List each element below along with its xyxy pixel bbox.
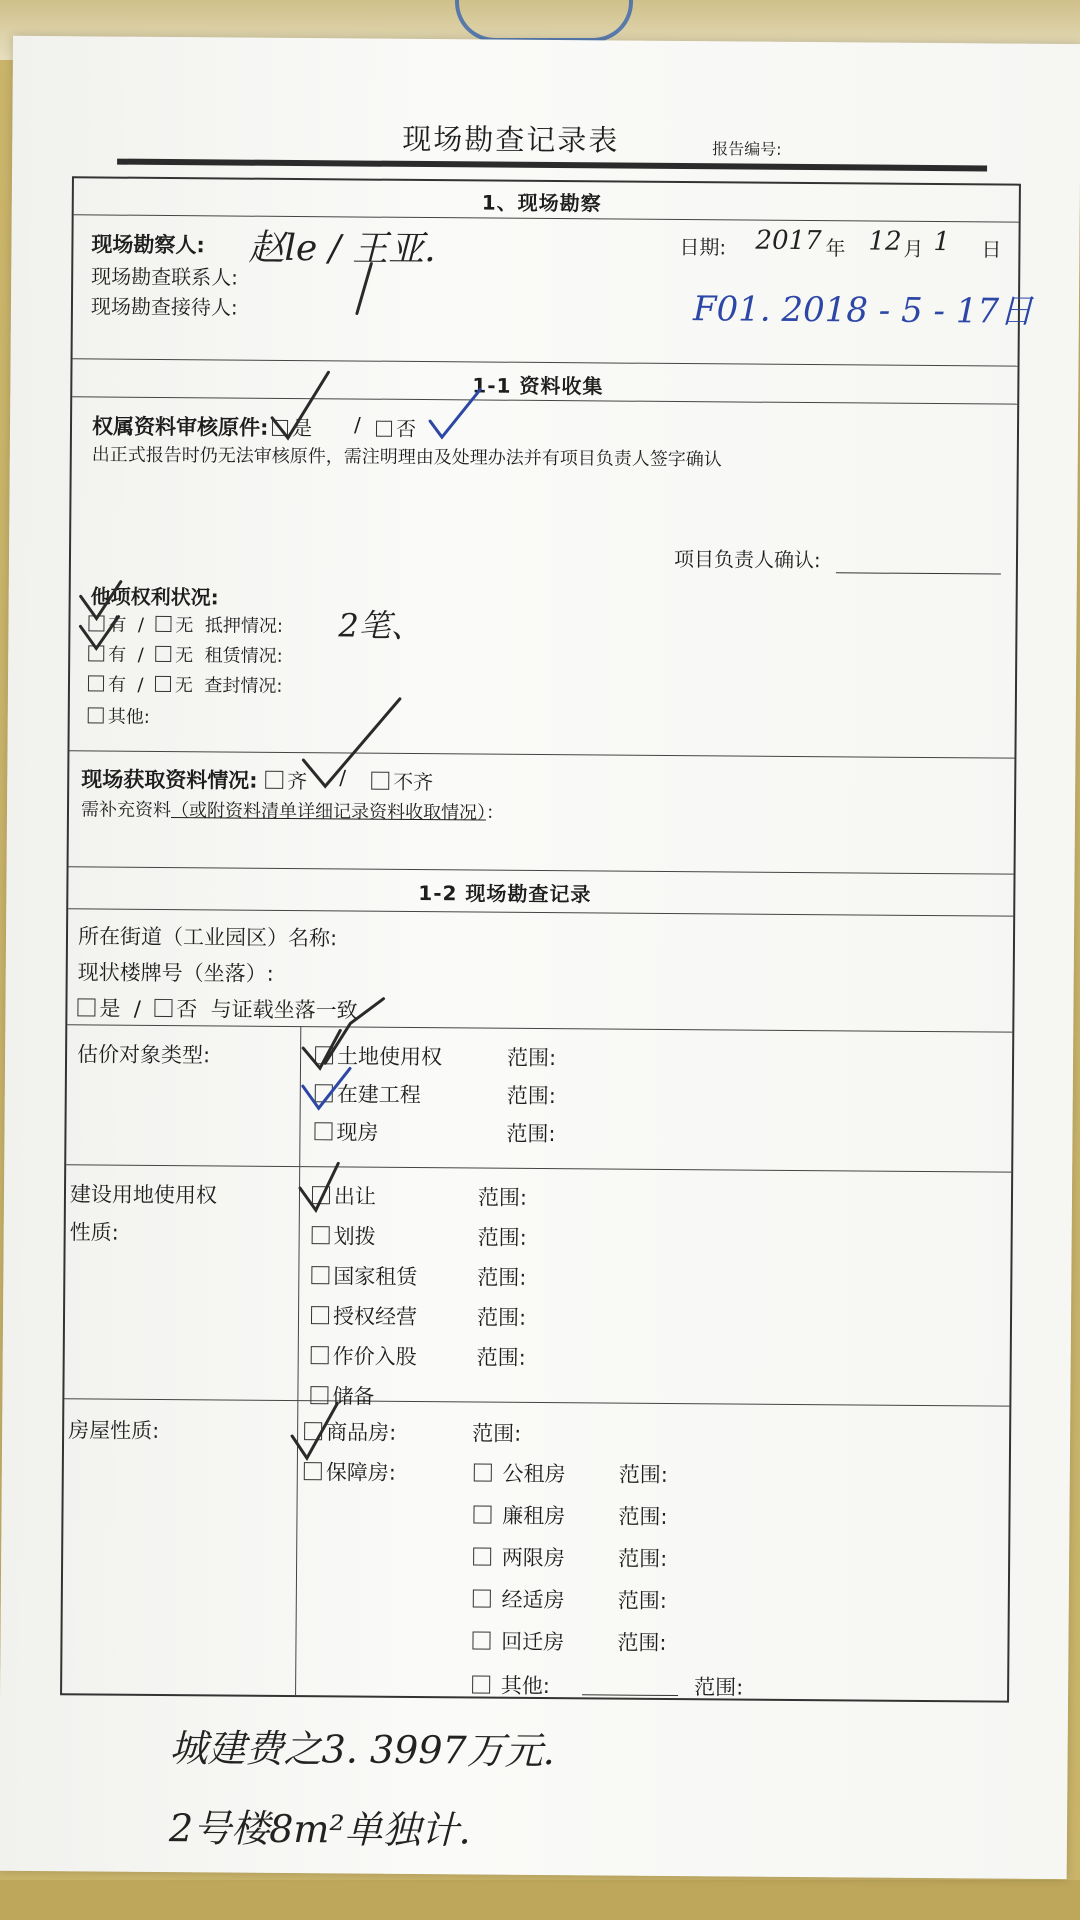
plate-label: 现状楼牌号（坐落）: [77, 960, 274, 986]
complete-option: 齐 [265, 765, 307, 794]
checkbox-none[interactable] [155, 616, 171, 632]
onsite-materials-label: 现场获取资料情况: [81, 767, 258, 793]
other-rights-label: 他项权利状况: [90, 584, 219, 610]
checkbox-consistent-yes[interactable] [77, 998, 95, 1016]
checkbox-has[interactable] [88, 675, 104, 691]
checkbox-resettlement[interactable] [472, 1631, 490, 1649]
checkbox-equity[interactable] [311, 1346, 329, 1364]
object-type-land: 土地使用权 [315, 1040, 442, 1071]
header-rule [117, 159, 987, 172]
checkbox-land[interactable] [315, 1046, 333, 1064]
checkbox-dual-limit[interactable] [473, 1547, 491, 1565]
rule [73, 358, 1018, 366]
section-1-1-heading: 1-1 资料收集 [472, 373, 604, 399]
scope-label: 范围: [617, 1588, 667, 1613]
mortgage-handwriting: 2笔、 [338, 606, 423, 646]
checkbox-other[interactable] [88, 707, 104, 723]
other-house-blank[interactable] [582, 1694, 678, 1696]
receiver-label: 现场勘查接待人: [90, 294, 238, 320]
scope-label: 范围: [506, 1121, 556, 1147]
house-nature-label: 房屋性质: [68, 1418, 160, 1443]
checkbox-no[interactable] [376, 421, 392, 437]
rule [68, 908, 1013, 916]
rule [66, 1164, 1011, 1172]
checkbox-complete[interactable] [265, 771, 283, 789]
ownership-label: 权属资料审核原件: [91, 414, 269, 440]
checkbox-reserve[interactable] [310, 1386, 328, 1404]
date-label: 日期: [679, 235, 727, 260]
land-use-label: 建设用地使用权 [69, 1182, 218, 1208]
seizure-row: 有 / 无 查封情况: [88, 670, 283, 698]
form-table [60, 176, 1034, 1702]
land-use-authorized: 授权经营 [311, 1300, 417, 1331]
handwritten-note-1: 城建费之3. 3997万元. [169, 1726, 555, 1774]
date-year: 2017 [755, 225, 822, 257]
contact-label: 现场勘查联系人: [91, 264, 239, 290]
rule [69, 866, 1014, 874]
checkbox-construction[interactable] [315, 1084, 333, 1102]
day-unit: 日 [981, 237, 1002, 262]
scope-label: 范围: [477, 1265, 527, 1290]
ownership-note: 出正式报告时仍无法审核原件，需注明理由及处理办法并有项目负责人签字确认 [91, 444, 722, 471]
report-number-label: 报告编号: [712, 139, 782, 159]
scope-label: 范围: [476, 1305, 527, 1330]
column-divider [295, 1026, 301, 1695]
mortgage-row: 有 / 无 抵押情况: [88, 610, 283, 638]
scope-label: 范围: [476, 1345, 526, 1370]
ownership-no: 否 [376, 413, 416, 442]
lease-row: 有 / 无 租赁情况: [88, 640, 283, 668]
checkbox-consistent-no[interactable] [154, 999, 172, 1017]
checkbox-economic[interactable] [473, 1589, 491, 1607]
date-handwriting-blue: F01. 2018 - 5 - 17日 [692, 289, 1034, 332]
desk-background-bottom [0, 1880, 1080, 1920]
object-type-completed: 现房 [314, 1116, 378, 1147]
form-sheet [0, 36, 1080, 1879]
rule [67, 1024, 1012, 1032]
scope-label: 范围: [477, 1225, 527, 1250]
affordable-option: 保障房: [304, 1456, 396, 1487]
land-use-state-lease: 国家租赁 [311, 1260, 417, 1291]
pm-confirm-label: 项目负责人确认: [673, 546, 821, 573]
checkbox-none[interactable] [155, 676, 171, 692]
incomplete-option: 不齐 [371, 766, 433, 795]
dual-limit: 两限房 [473, 1541, 565, 1572]
rule [69, 750, 1014, 758]
month-unit: 月 [903, 236, 924, 261]
checkbox-allocation[interactable] [312, 1226, 330, 1244]
land-use-equity: 作价入股 [311, 1340, 417, 1371]
checkbox-authorized[interactable] [311, 1306, 329, 1324]
checkbox-none[interactable] [155, 646, 171, 662]
scope-label: 范围: [506, 1045, 557, 1071]
other-row: 其他: [88, 702, 150, 728]
scope-label: 范围: [618, 1504, 668, 1529]
scope-label: 范围: [506, 1083, 556, 1109]
land-use-label-2: 性质: [69, 1220, 119, 1245]
section-1-2-heading: 1-2 现场勘查记录 [418, 880, 592, 907]
scope-label: 范围: [472, 1421, 522, 1446]
checkbox-incomplete[interactable] [371, 772, 389, 790]
object-type-construction: 在建工程 [315, 1078, 421, 1109]
date-month: 12 [868, 226, 902, 257]
inspector-handwriting: 赵le / 王亚. [248, 227, 436, 271]
date-day: 1 [933, 227, 951, 258]
public-rental: 公租房 [474, 1457, 566, 1488]
land-use-transfer: 出让 [312, 1180, 376, 1211]
checkbox-yes[interactable] [272, 420, 288, 436]
economic: 经适房 [473, 1583, 565, 1614]
slash-separator: / [353, 412, 361, 437]
other-house: 其他: [472, 1669, 550, 1700]
checkbox-low-rent[interactable] [473, 1505, 491, 1523]
checkbox-has[interactable] [88, 615, 104, 631]
scope-label: 范围: [617, 1630, 667, 1655]
land-use-reserve: 储备 [310, 1380, 374, 1411]
scope-label: 范围: [477, 1185, 528, 1210]
pm-signature-line[interactable] [836, 572, 1001, 574]
checkbox-affordable[interactable] [304, 1462, 322, 1480]
scope-label: 范围: [694, 1675, 744, 1700]
ownership-yes: 是 [272, 412, 312, 441]
low-rent: 廉租房 [473, 1499, 565, 1530]
year-unit: 年 [825, 236, 846, 261]
checkbox-has[interactable] [88, 645, 104, 661]
blue-ink-mark [455, 0, 633, 42]
scope-label: 范围: [618, 1546, 668, 1571]
slash-separator: / [339, 765, 347, 790]
commercial-option: 商品房: [304, 1416, 396, 1447]
supplement-line: 需补充资料（或附资料清单详细记录资料收取情况）： [80, 799, 505, 824]
checkbox-transfer[interactable] [312, 1186, 330, 1204]
checkbox-commercial[interactable] [304, 1422, 322, 1440]
section-1-heading: 1、现场勘察 [481, 190, 602, 216]
form-title: 现场勘查记录表 [402, 121, 620, 158]
scope-label: 范围: [618, 1462, 668, 1487]
consistent-row: 是 / 否 与证载坐落一致 [77, 992, 357, 1024]
street-label: 所在街道（工业园区）名称: [77, 924, 338, 951]
inspector-label: 现场勘察人: [91, 232, 205, 258]
checkbox-completed[interactable] [314, 1122, 332, 1140]
rule [64, 1398, 1009, 1406]
handwritten-note-2: 2号楼8m²单独计. [168, 1806, 471, 1853]
checkbox-state-lease[interactable] [311, 1266, 329, 1284]
land-use-allocation: 划拨 [312, 1220, 376, 1251]
checkbox-other-house[interactable] [472, 1675, 490, 1693]
resettlement: 回迁房 [472, 1625, 564, 1656]
object-type-label: 估价对象类型: [76, 1042, 211, 1068]
checkbox-public-rental[interactable] [474, 1463, 492, 1481]
